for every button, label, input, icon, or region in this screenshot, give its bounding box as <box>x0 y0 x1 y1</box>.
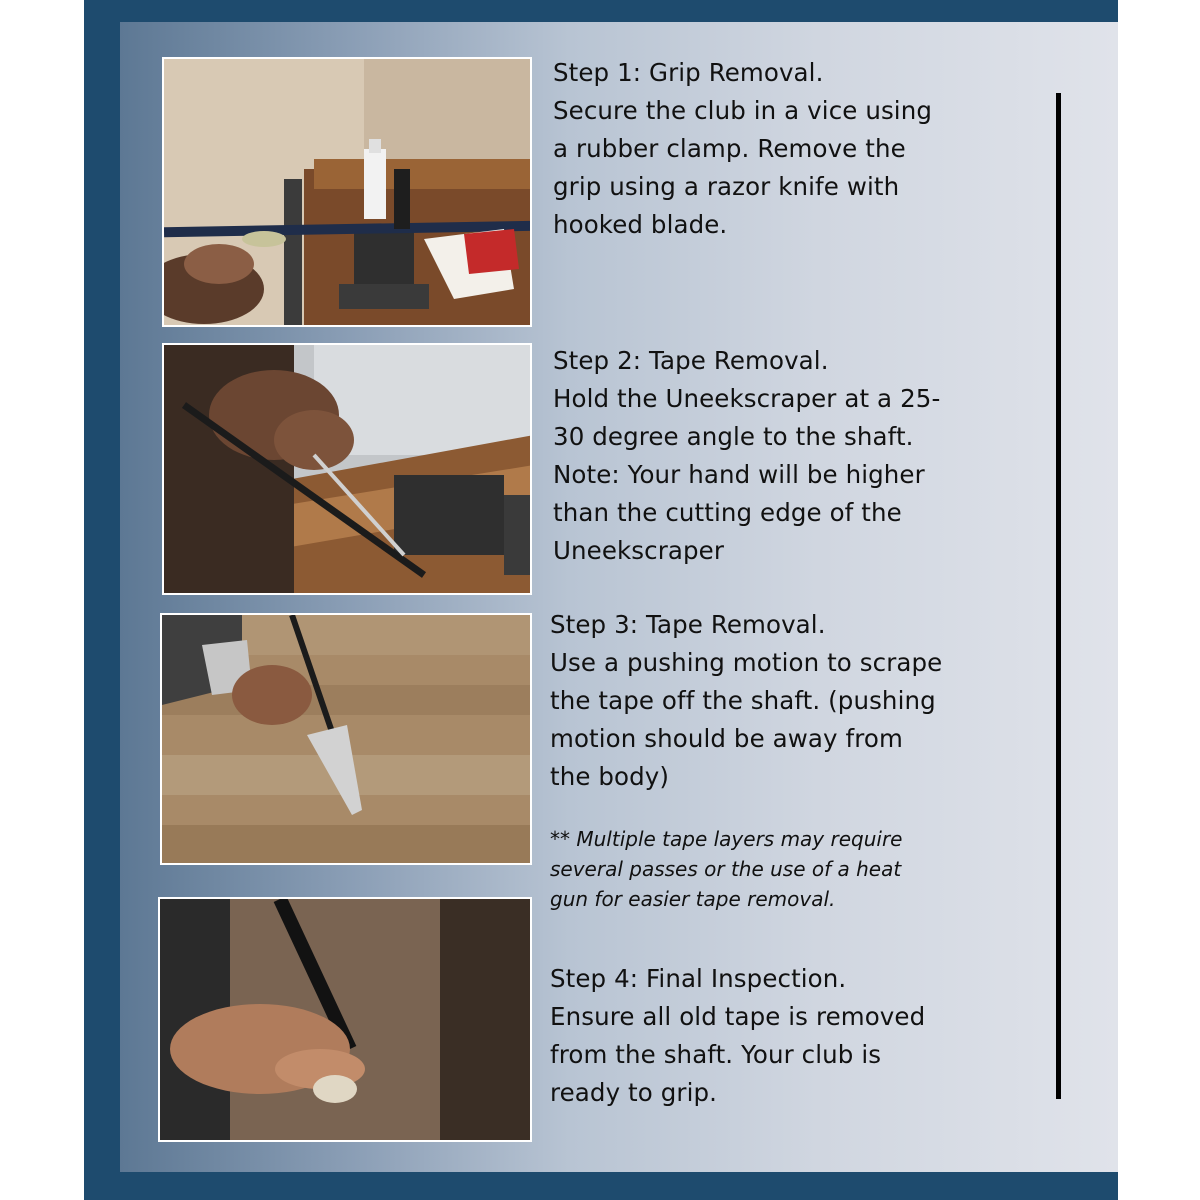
step-3-text <box>550 606 950 796</box>
step-4-body: Ensure all old tape is removed from the shaft. Your club is ready to grip. <box>550 1002 926 1107</box>
step-4-text <box>550 960 950 1112</box>
step-3-title: Step 3: Tape Removal. <box>550 610 826 639</box>
step-2-title: Step 2: Tape Removal. <box>553 346 829 375</box>
final-inspection-illustration <box>160 899 532 1142</box>
step-2-body: Hold the Uneekscraper at a 25-30 degree angle to the shaft. Note: Your hand will be higher than the cutting edge of the Uneekscraper <box>553 384 941 565</box>
step-3-body: Use a pushing motion to scrape the tape off the shaft. (pushing motion should be away from the body) <box>550 648 943 791</box>
grip-removal-illustration <box>164 59 532 327</box>
step-4-title: Step 4: Final Inspection. <box>550 964 847 993</box>
step-1-text <box>553 54 953 244</box>
step-2-text <box>553 342 953 570</box>
tape-pushing-illustration <box>162 615 532 865</box>
tape-pushing-photo <box>160 613 532 865</box>
grip-removal-photo <box>162 57 532 327</box>
tape-scraping-angle-photo <box>162 343 532 595</box>
step-1-title: Step 1: Grip Removal. <box>553 58 824 87</box>
step-1-body: Secure the club in a vice using a rubber clamp. Remove the grip using a razor knife with hooked blade. <box>553 96 932 239</box>
divider-line <box>1056 93 1061 1099</box>
tape-scraping-illustration <box>164 345 532 595</box>
tape-layers-note: ** Multiple tape layers may require several passes or the use of a heat gun for easier tape removal. <box>550 827 903 911</box>
final-inspection-photo <box>158 897 532 1142</box>
